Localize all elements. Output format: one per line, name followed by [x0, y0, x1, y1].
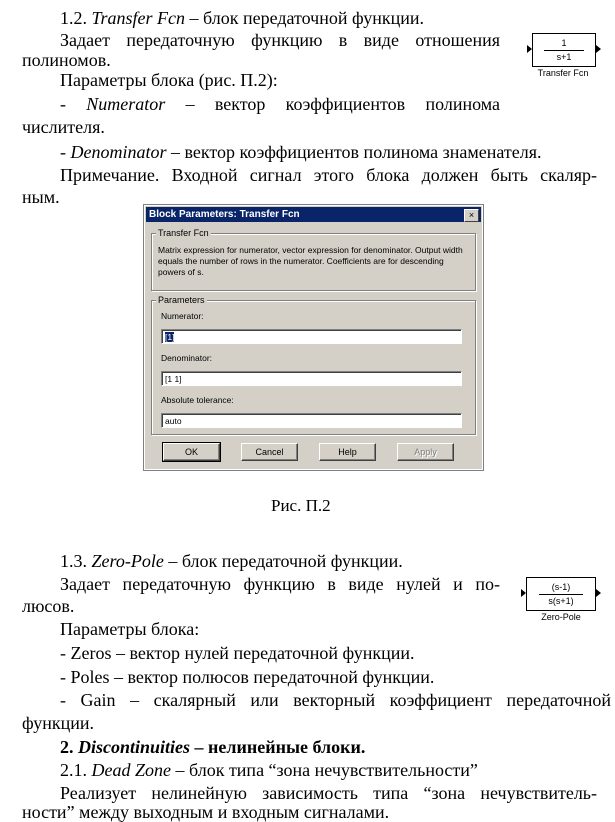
apply-button[interactable]: Apply [397, 443, 454, 461]
parameters-group [151, 295, 476, 435]
tolerance-label: Absolute tolerance: [161, 395, 234, 405]
group-label: Transfer Fcn [158, 228, 209, 238]
heading-1-2: 1.2. Transfer Fcn – блок передаточной функции. [60, 8, 424, 28]
output-port-icon [596, 589, 601, 597]
transfer-fcn-block [532, 33, 596, 67]
output-port-icon [596, 45, 601, 53]
dialog-description: Matrix expression for numerator, vector expression for denominator. Output width equals the number of rows in the numerator. Coefficients are for descending powers of s. [158, 245, 463, 277]
paragraph-line: Задает передаточную функцию в виде нулей и по- [60, 574, 500, 594]
dialog-titlebar[interactable] [146, 207, 481, 222]
block-denominator: s+1 [556, 52, 572, 62]
paragraph-line: числителя. [22, 117, 105, 137]
note-line: Примечание. Входной сигнал этого блока должен быть скаляр- [60, 165, 597, 185]
poles-item: - Poles – вектор полюсов передаточной функции. [60, 667, 435, 687]
fraction-bar [544, 50, 584, 51]
note-line: ным. [22, 187, 60, 207]
cancel-button[interactable]: Cancel [241, 443, 298, 461]
paragraph-line: Параметры блока (рис. П.2): [60, 70, 278, 90]
block-numerator: (s-1) [551, 582, 571, 592]
dialog-title: Block Parameters: Transfer Fcn [149, 209, 300, 220]
denominator-label: Denominator: [161, 353, 213, 363]
denominator-item: - Denominator – вектор коэффициентов полинома знаменателя. [60, 142, 542, 162]
block-parameters-dialog [144, 205, 483, 470]
numerator-item: - Numerator – вектор коэффициентов полинома [60, 94, 501, 114]
denominator-input[interactable]: [1 1] [161, 371, 462, 386]
paragraph-line: Задает передаточную функцию в виде отношения [60, 30, 500, 50]
paragraph-line: ности” между выходным и входным сигналами. [22, 802, 390, 822]
block-denominator: s(s+1) [548, 596, 574, 606]
block-caption: Zero-Pole [541, 612, 581, 622]
tolerance-input[interactable]: auto [161, 413, 462, 428]
group-label: Parameters [158, 295, 205, 305]
numerator-label: Numerator: [161, 311, 204, 321]
figure-caption: Рис. П.2 [271, 496, 331, 515]
heading-2: 2. Discontinuities – нелинейные блоки. [60, 737, 366, 757]
help-button[interactable]: Help [319, 443, 376, 461]
heading-1-3: 1.3. Zero-Pole – блок передаточной функции. [60, 551, 403, 571]
zeros-item: - Zeros – вектор нулей передаточной функции. [60, 643, 415, 663]
paragraph-line: Реализует нелинейную зависимость типа “зона нечувствитель- [60, 783, 597, 803]
zero-pole-block [526, 577, 596, 611]
block-numerator: 1 [561, 38, 567, 48]
paragraph-line: полиномов. [22, 50, 111, 70]
close-icon[interactable]: × [464, 209, 479, 222]
block-caption: Transfer Fcn [537, 68, 589, 78]
numerator-input[interactable]: [1] [161, 329, 462, 344]
heading-2-1: 2.1. Dead Zone – блок типа “зона нечувствительности” [60, 760, 478, 780]
gain-item: - Gain – скалярный или векторный коэффициент передаточной [60, 690, 611, 710]
paragraph-line: Параметры блока: [60, 619, 200, 639]
description-group [151, 228, 476, 291]
ok-button[interactable]: OK [163, 443, 220, 461]
paragraph-line: люсов. [22, 596, 75, 616]
paragraph-line: функции. [22, 713, 94, 733]
fraction-bar [539, 594, 583, 595]
